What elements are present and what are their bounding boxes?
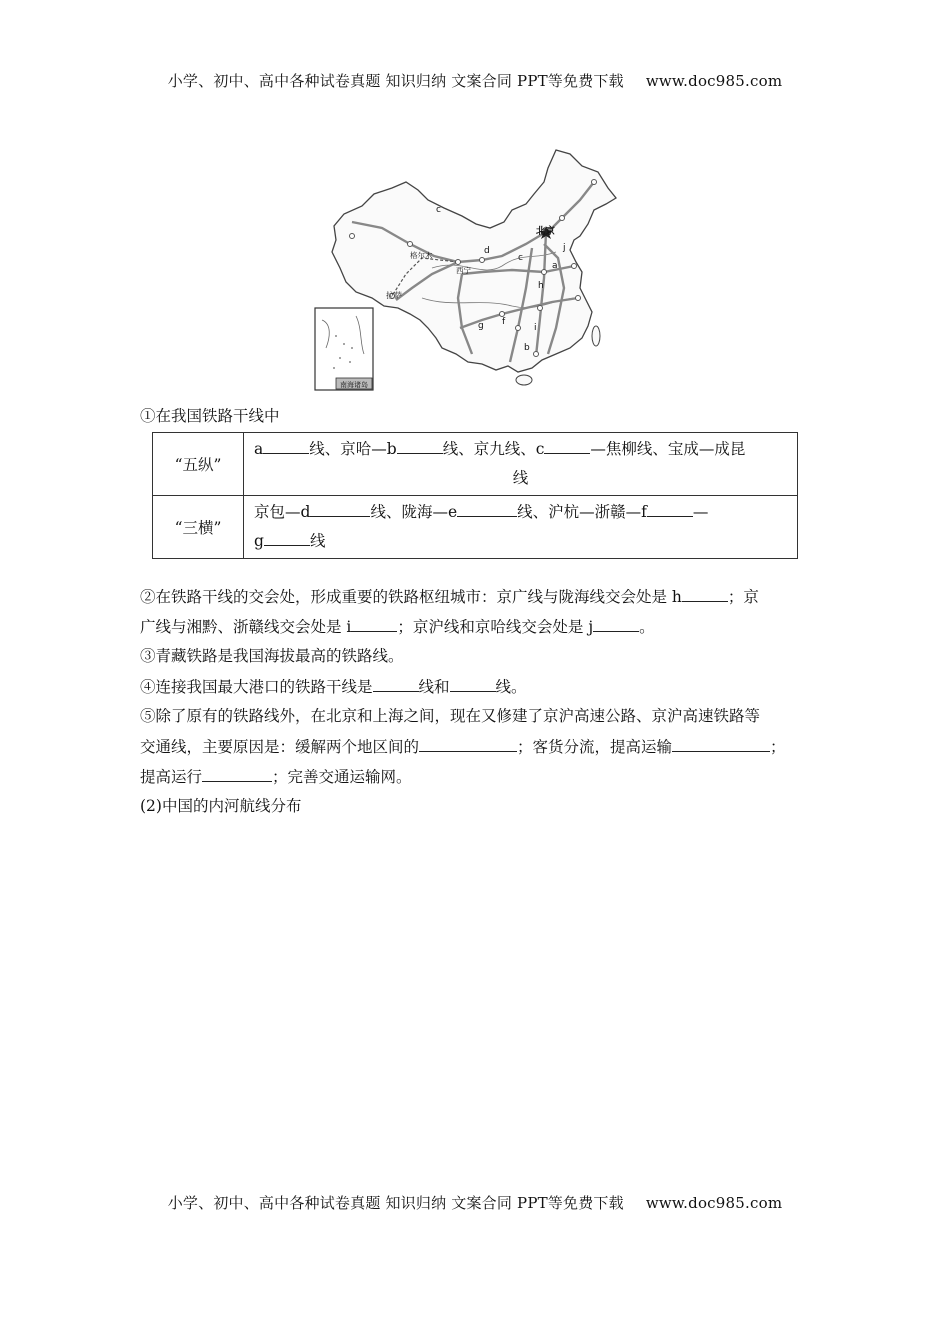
sanheng-p5: g bbox=[254, 532, 264, 550]
letter-h: h bbox=[538, 281, 544, 291]
blank-c[interactable] bbox=[544, 436, 590, 454]
letter-i: i bbox=[534, 323, 537, 333]
china-railway-map bbox=[312, 148, 624, 394]
sanheng-p1: 京包—d bbox=[254, 503, 311, 521]
q2-l2b: ；京沪线和京哈线交会处是 j bbox=[397, 618, 594, 636]
sanheng-p2: 线、陇海—e bbox=[370, 503, 458, 521]
map-figure bbox=[312, 148, 624, 394]
footer-url: www.doc985.com bbox=[645, 1194, 783, 1212]
blank-q5-2[interactable] bbox=[672, 734, 770, 752]
q4-c: 线。 bbox=[495, 678, 527, 696]
blank-i[interactable] bbox=[351, 614, 397, 632]
wuzong-p2: 线、京哈—b bbox=[309, 440, 397, 458]
wuzong-p3: 线、京九线、c bbox=[442, 440, 545, 458]
q5-l3b: ；完善交通运输网。 bbox=[272, 768, 412, 786]
blank-j[interactable] bbox=[593, 614, 639, 632]
inset-label: 南海诸岛 bbox=[340, 381, 368, 389]
q2-l2a: 广线与湘黔、浙赣线交会处是 i bbox=[140, 618, 352, 636]
blank-f[interactable] bbox=[647, 499, 693, 517]
header-url: www.doc985.com bbox=[645, 72, 783, 90]
label-golmud: 格尔木 bbox=[410, 251, 433, 260]
wuzong-label: “五纵” bbox=[153, 433, 244, 496]
table-row-sanheng bbox=[153, 496, 798, 559]
sanheng-p4: — bbox=[692, 503, 709, 521]
q5-l2c: ； bbox=[770, 738, 786, 756]
section2-title: (2)中国的内河航线分布 bbox=[140, 797, 302, 815]
q2-l1a: ②在铁路干线的交会处，形成重要的铁路枢纽城市：京广线与陇海线交会处是 h bbox=[140, 588, 682, 606]
wuzong-content bbox=[244, 433, 798, 496]
q5-line3 bbox=[140, 764, 412, 787]
letter-c-west: c bbox=[436, 205, 441, 215]
wuzong-p1: a bbox=[254, 440, 264, 458]
q5-l2b: ；客货分流，提高运输 bbox=[517, 738, 673, 756]
letter-c-east: c bbox=[518, 253, 523, 263]
table-row-wuzong bbox=[153, 433, 798, 496]
q1-title: ①在我国铁路干线中 bbox=[140, 407, 280, 425]
letter-a: a bbox=[552, 261, 558, 271]
label-beijing: 北京 bbox=[536, 226, 556, 237]
sanheng-p3: 线、沪杭—浙赣—f bbox=[517, 503, 647, 521]
blank-q4-1[interactable] bbox=[373, 674, 419, 692]
footer-text: 小学、初中、高中各种试卷真题 知识归纳 文案合同 PPT等免费下载 bbox=[167, 1194, 624, 1212]
header-text: 小学、初中、高中各种试卷真题 知识归纳 文案合同 PPT等免费下载 bbox=[167, 72, 624, 90]
q4-b: 线和 bbox=[418, 678, 450, 696]
blank-q4-2[interactable] bbox=[450, 674, 496, 692]
blank-b[interactable] bbox=[397, 436, 443, 454]
blank-d[interactable] bbox=[310, 499, 370, 517]
blank-e[interactable] bbox=[457, 499, 517, 517]
letter-b: b bbox=[524, 343, 530, 353]
blank-a[interactable] bbox=[263, 436, 309, 454]
q2-l1b: ；京 bbox=[727, 588, 759, 606]
q5-l2a: 交通线，主要原因是：缓解两个地区间的 bbox=[140, 738, 420, 756]
wuzong-p5: 线 bbox=[512, 469, 529, 487]
blank-g[interactable] bbox=[264, 528, 310, 546]
wuzong-p4: —焦柳线、宝成—成昆 bbox=[590, 440, 746, 458]
sanheng-label: “三横” bbox=[153, 496, 244, 559]
q5-line1: ⑤除了原有的铁路线外，在北京和上海之间，现在又修建了京沪高速公路、京沪高速铁路等 bbox=[140, 707, 761, 725]
label-lhasa: 拉萨 bbox=[386, 291, 402, 300]
label-xining: 西宁 bbox=[456, 266, 471, 275]
page-header bbox=[0, 70, 950, 91]
letter-j: j bbox=[563, 243, 566, 253]
letter-f: f bbox=[502, 317, 506, 327]
q5-l3a: 提高运行 bbox=[140, 768, 203, 786]
letter-d: d bbox=[484, 246, 490, 256]
q4-a: ④连接我国最大港口的铁路干线是 bbox=[140, 678, 373, 696]
sanheng-content bbox=[244, 496, 798, 559]
blank-q5-1[interactable] bbox=[419, 734, 517, 752]
q2-line1 bbox=[140, 584, 759, 607]
railway-table bbox=[152, 432, 798, 559]
q4 bbox=[140, 674, 527, 697]
q2-l2c: 。 bbox=[639, 618, 655, 636]
q2-line2 bbox=[140, 614, 655, 637]
blank-h[interactable] bbox=[682, 584, 728, 602]
page-footer bbox=[0, 1192, 950, 1213]
sanheng-p6: 线 bbox=[309, 532, 326, 550]
q5-line2 bbox=[140, 734, 786, 757]
q3: ③青藏铁路是我国海拔最高的铁路线。 bbox=[140, 647, 404, 665]
letter-g: g bbox=[478, 321, 484, 331]
blank-q5-3[interactable] bbox=[202, 764, 272, 782]
